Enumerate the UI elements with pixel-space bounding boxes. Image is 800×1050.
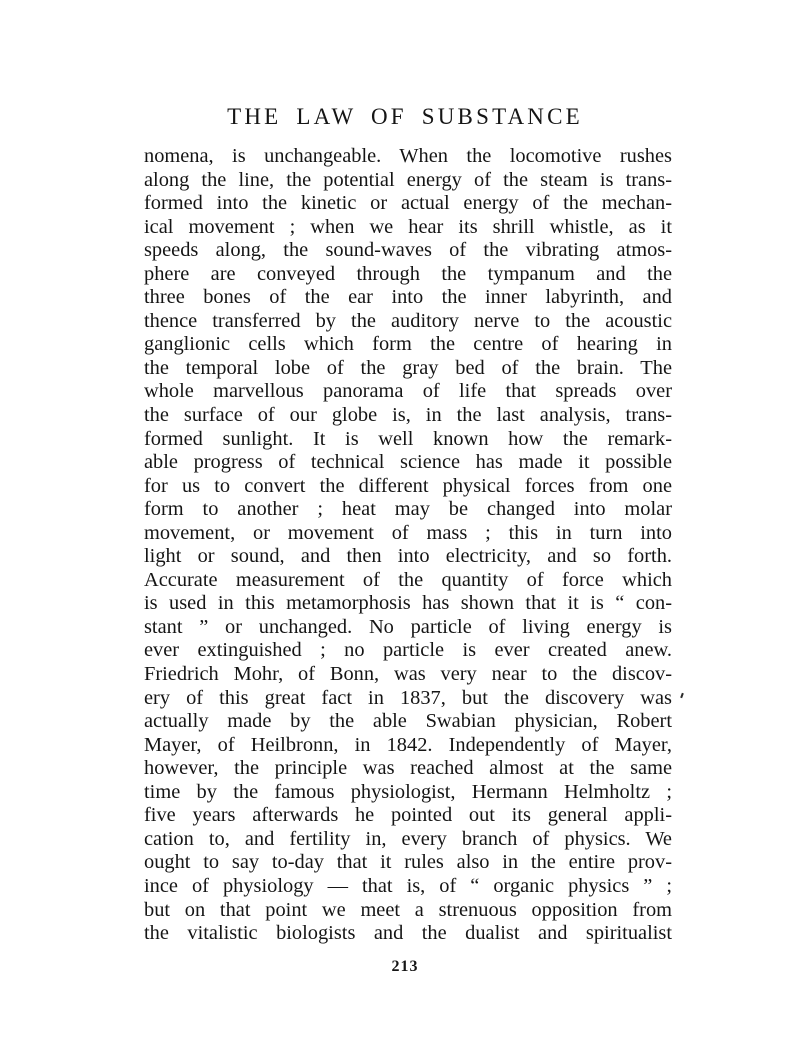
text-line: nomena, is unchangeable. When the locomotive rushes	[144, 145, 672, 167]
text-line: the temporal lobe of the gray bed of the brain. The	[144, 356, 672, 379]
text-line: ery of this great fact in 1837, but the discovery was	[144, 686, 672, 709]
text-line: ganglionic cells which form the centre of hearing in	[144, 333, 672, 356]
text-line: form to another ; heat may be changed into molar	[144, 498, 672, 521]
text-line: whole marvellous panorama of life that spreads over	[144, 380, 672, 403]
running-head: THE LAW OF SUBSTANCE	[227, 104, 583, 129]
text-line: thence transferred by the auditory nerve to the acoustic	[144, 309, 672, 332]
text-line: stant ” or unchanged. No particle of living energy is	[144, 615, 672, 638]
text-line: Mayer, of Heilbronn, in 1842. Independently of Mayer,	[144, 733, 672, 756]
ink-speck	[680, 693, 684, 698]
body-text	[144, 145, 672, 946]
text-line: along the line, the potential energy of the steam is trans-	[144, 168, 672, 191]
text-line: light or sound, and then into electricity, and so forth.	[144, 545, 672, 568]
text-line: ical movement ; when we hear its shrill whistle, as it	[144, 215, 672, 238]
page-number: 213	[391, 958, 419, 975]
text-line: formed sunlight. It is well known how the remark-	[144, 427, 672, 450]
text-line: three bones of the ear into the inner labyrinth, and	[144, 286, 672, 309]
text-line: five years afterwards he pointed out its general appli-	[144, 804, 672, 827]
text-line: phere are conveyed through the tympanum and the	[144, 262, 672, 285]
text-line: but on that point we meet a strenuous opposition from	[144, 898, 672, 921]
text-line: ought to say to-day that it rules also in the entire prov-	[144, 851, 672, 874]
text-line: time by the famous physiologist, Hermann Helmholtz ;	[144, 780, 672, 803]
text-line: is used in this metamorphosis has shown that it is “ con-	[144, 592, 672, 615]
text-line: ince of physiology — that is, of “ organic physics ” ;	[144, 874, 672, 897]
text-line: for us to convert the different physical forces from one	[144, 474, 672, 497]
text-line: Friedrich Mohr, of Bonn, was very near to the discov-	[144, 663, 672, 686]
text-line: actually made by the able Swabian physician, Robert	[144, 710, 672, 733]
text-line: Accurate measurement of the quantity of force which	[144, 568, 672, 591]
text-line: formed into the kinetic or actual energy of the mechan-	[144, 192, 672, 215]
text-line: the surface of our globe is, in the last analysis, trans-	[144, 404, 672, 427]
text-line: ever extinguished ; no particle is ever created anew.	[144, 639, 672, 662]
text-line: speeds along, the sound-waves of the vibrating atmos-	[144, 239, 672, 262]
text-line: however, the principle was reached almost at the same	[144, 757, 672, 780]
text-line: the vitalistic biologists and the dualist and spiritualist	[144, 922, 672, 945]
text-line: cation to, and fertility in, every branch of physics. We	[144, 827, 672, 850]
text-line: able progress of technical science has made it possible	[144, 451, 672, 474]
text-line: movement, or movement of mass ; this in turn into	[144, 521, 672, 544]
